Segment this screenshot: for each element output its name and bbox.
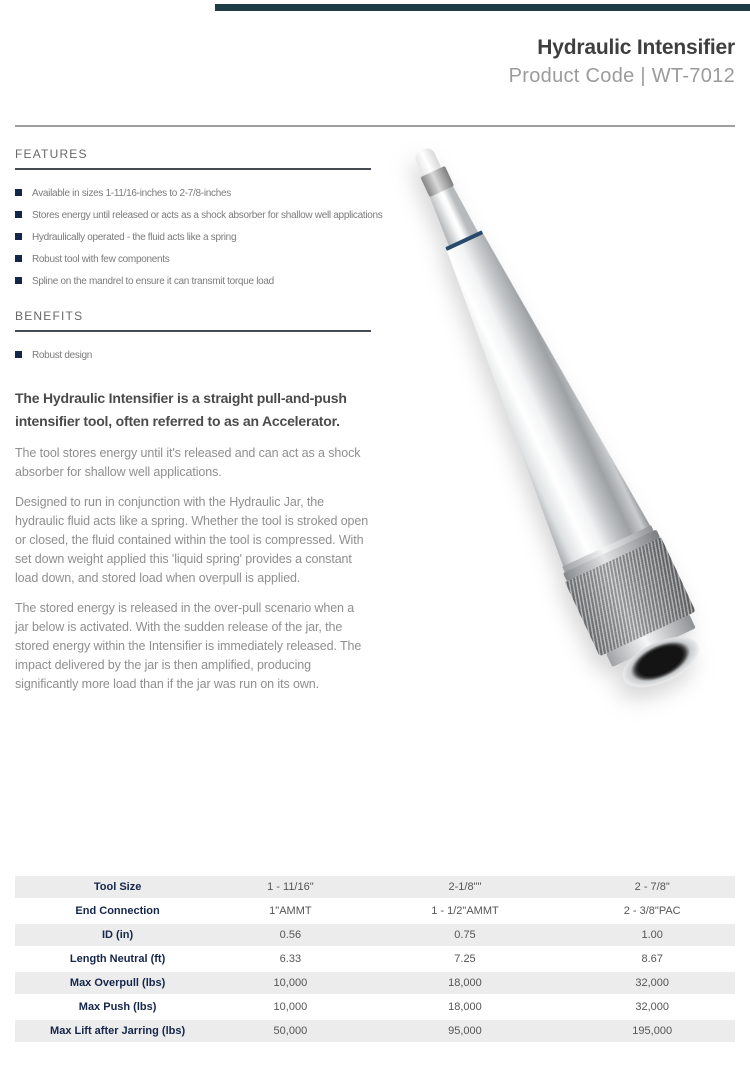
spec-value: 8.67 (641, 953, 663, 965)
spec-value: 1.00 (641, 929, 663, 941)
doc-header (509, 36, 735, 88)
table-row (15, 948, 735, 970)
bullet-item (15, 254, 371, 265)
bullet-item (15, 188, 371, 199)
description-paragraph-2: Designed to run in conjunction with the Hydraulic Jar, the hydraulic fluid acts like a spring. Whether the tool is stroked open or closed, the fluid contained within the tool is compressed. With set down weight applied this 'liquid spring' provides a constant load down, and stored load when overpull is applied. (15, 495, 369, 585)
spec-value: 7.25 (454, 953, 476, 965)
spec-value: 1"AMMT (269, 905, 312, 917)
bullet-text: Stores energy until released or acts as a shock absorber for shallow well applications (32, 210, 383, 221)
features-list (15, 188, 383, 287)
spec-table (15, 874, 735, 1044)
header-divider (15, 125, 735, 127)
benefits-section (15, 309, 371, 361)
spec-value: 10,000 (273, 1001, 308, 1013)
features-heading: FEATURES (15, 147, 88, 161)
bullet-square-icon (15, 255, 22, 262)
table-row (15, 900, 735, 922)
bullet-item (15, 210, 383, 221)
spec-row-label: Length Neutral (ft) (69, 953, 166, 965)
spec-value: 50,000 (273, 1025, 308, 1037)
spec-value: 32,000 (635, 977, 670, 989)
spec-row-label: Tool Size (93, 881, 142, 893)
bullet-text: Hydraulically operated - the fluid acts like a spring (32, 232, 237, 243)
spec-value: 0.75 (454, 929, 476, 941)
spec-row-label: Max Push (lbs) (78, 1001, 157, 1013)
tool-body (422, 222, 651, 566)
description-paragraph-3: The stored energy is released in the over-pull scenario when a jar below is activated. With the sudden release of the jar, the stored energy within the Intensifier is immediately released. The impact delivered by the jar is then amplified, producing significantly more load than if the jar was run on its own. (15, 601, 362, 691)
table-row (15, 972, 735, 994)
table-row (15, 924, 735, 946)
spec-value: 2-1/8"" (448, 881, 482, 893)
spec-value: 10,000 (273, 977, 308, 989)
product-photo (363, 123, 731, 714)
benefits-list (15, 350, 371, 361)
spec-value: 95,000 (448, 1025, 482, 1037)
spec-row-label: Max Lift after Jarring (lbs) (50, 1025, 186, 1037)
spec-value: 6.33 (279, 953, 302, 965)
spec-value: 1 - 1/2"AMMT (431, 905, 499, 917)
page-title: Hydraulic Intensifier (537, 36, 735, 59)
spec-row-label: Max Overpull (lbs) (69, 977, 166, 989)
spec-row-label: End Connection (75, 905, 160, 917)
spec-value: 32,000 (635, 1001, 670, 1013)
benefits-heading: BENEFITS (15, 309, 84, 323)
bullet-text: Robust tool with few components (32, 254, 170, 265)
table-row (15, 996, 735, 1018)
spec-row-label: ID (in) (102, 929, 134, 941)
table-row (15, 1020, 735, 1042)
spec-value: 18,000 (448, 1001, 482, 1013)
product-code: Product Code | WT-7012 (508, 65, 735, 87)
bullet-square-icon (15, 211, 22, 218)
bullet-text: Spline on the mandrel to ensure it can transmit torque load (32, 276, 274, 287)
top-accent-bar (215, 4, 750, 11)
bullet-item (15, 232, 371, 243)
content-column (15, 147, 383, 694)
bullet-square-icon (15, 233, 22, 240)
bullet-square-icon (15, 277, 22, 284)
table-row (15, 876, 735, 898)
benefits-rule (15, 330, 371, 332)
features-rule (15, 168, 371, 170)
lead-paragraph: The Hydraulic Intensifier is a straight pull-and-push intensifier tool, often referred to as an Accelerator. (15, 390, 347, 429)
bullet-item (15, 276, 371, 287)
spec-value: 1 - 11/16" (267, 881, 314, 893)
description-paragraph-1: The tool stores energy until it's released and can act as a shock absorber for shallow well applications. (15, 446, 361, 479)
bullet-square-icon (15, 351, 22, 358)
spec-value: 2 - 3/8"PAC (623, 905, 681, 917)
spec-value: 195,000 (632, 1025, 673, 1037)
bullet-item (15, 350, 371, 361)
bullet-text: Robust design (32, 350, 93, 361)
bullet-square-icon (15, 189, 22, 196)
spec-value: 18,000 (448, 977, 482, 989)
bullet-text: Available in sizes 1-11/16-inches to 2-7/8-inches (32, 188, 231, 199)
spec-value: 0.56 (279, 929, 302, 941)
spec-value: 2 - 7/8" (634, 881, 670, 893)
